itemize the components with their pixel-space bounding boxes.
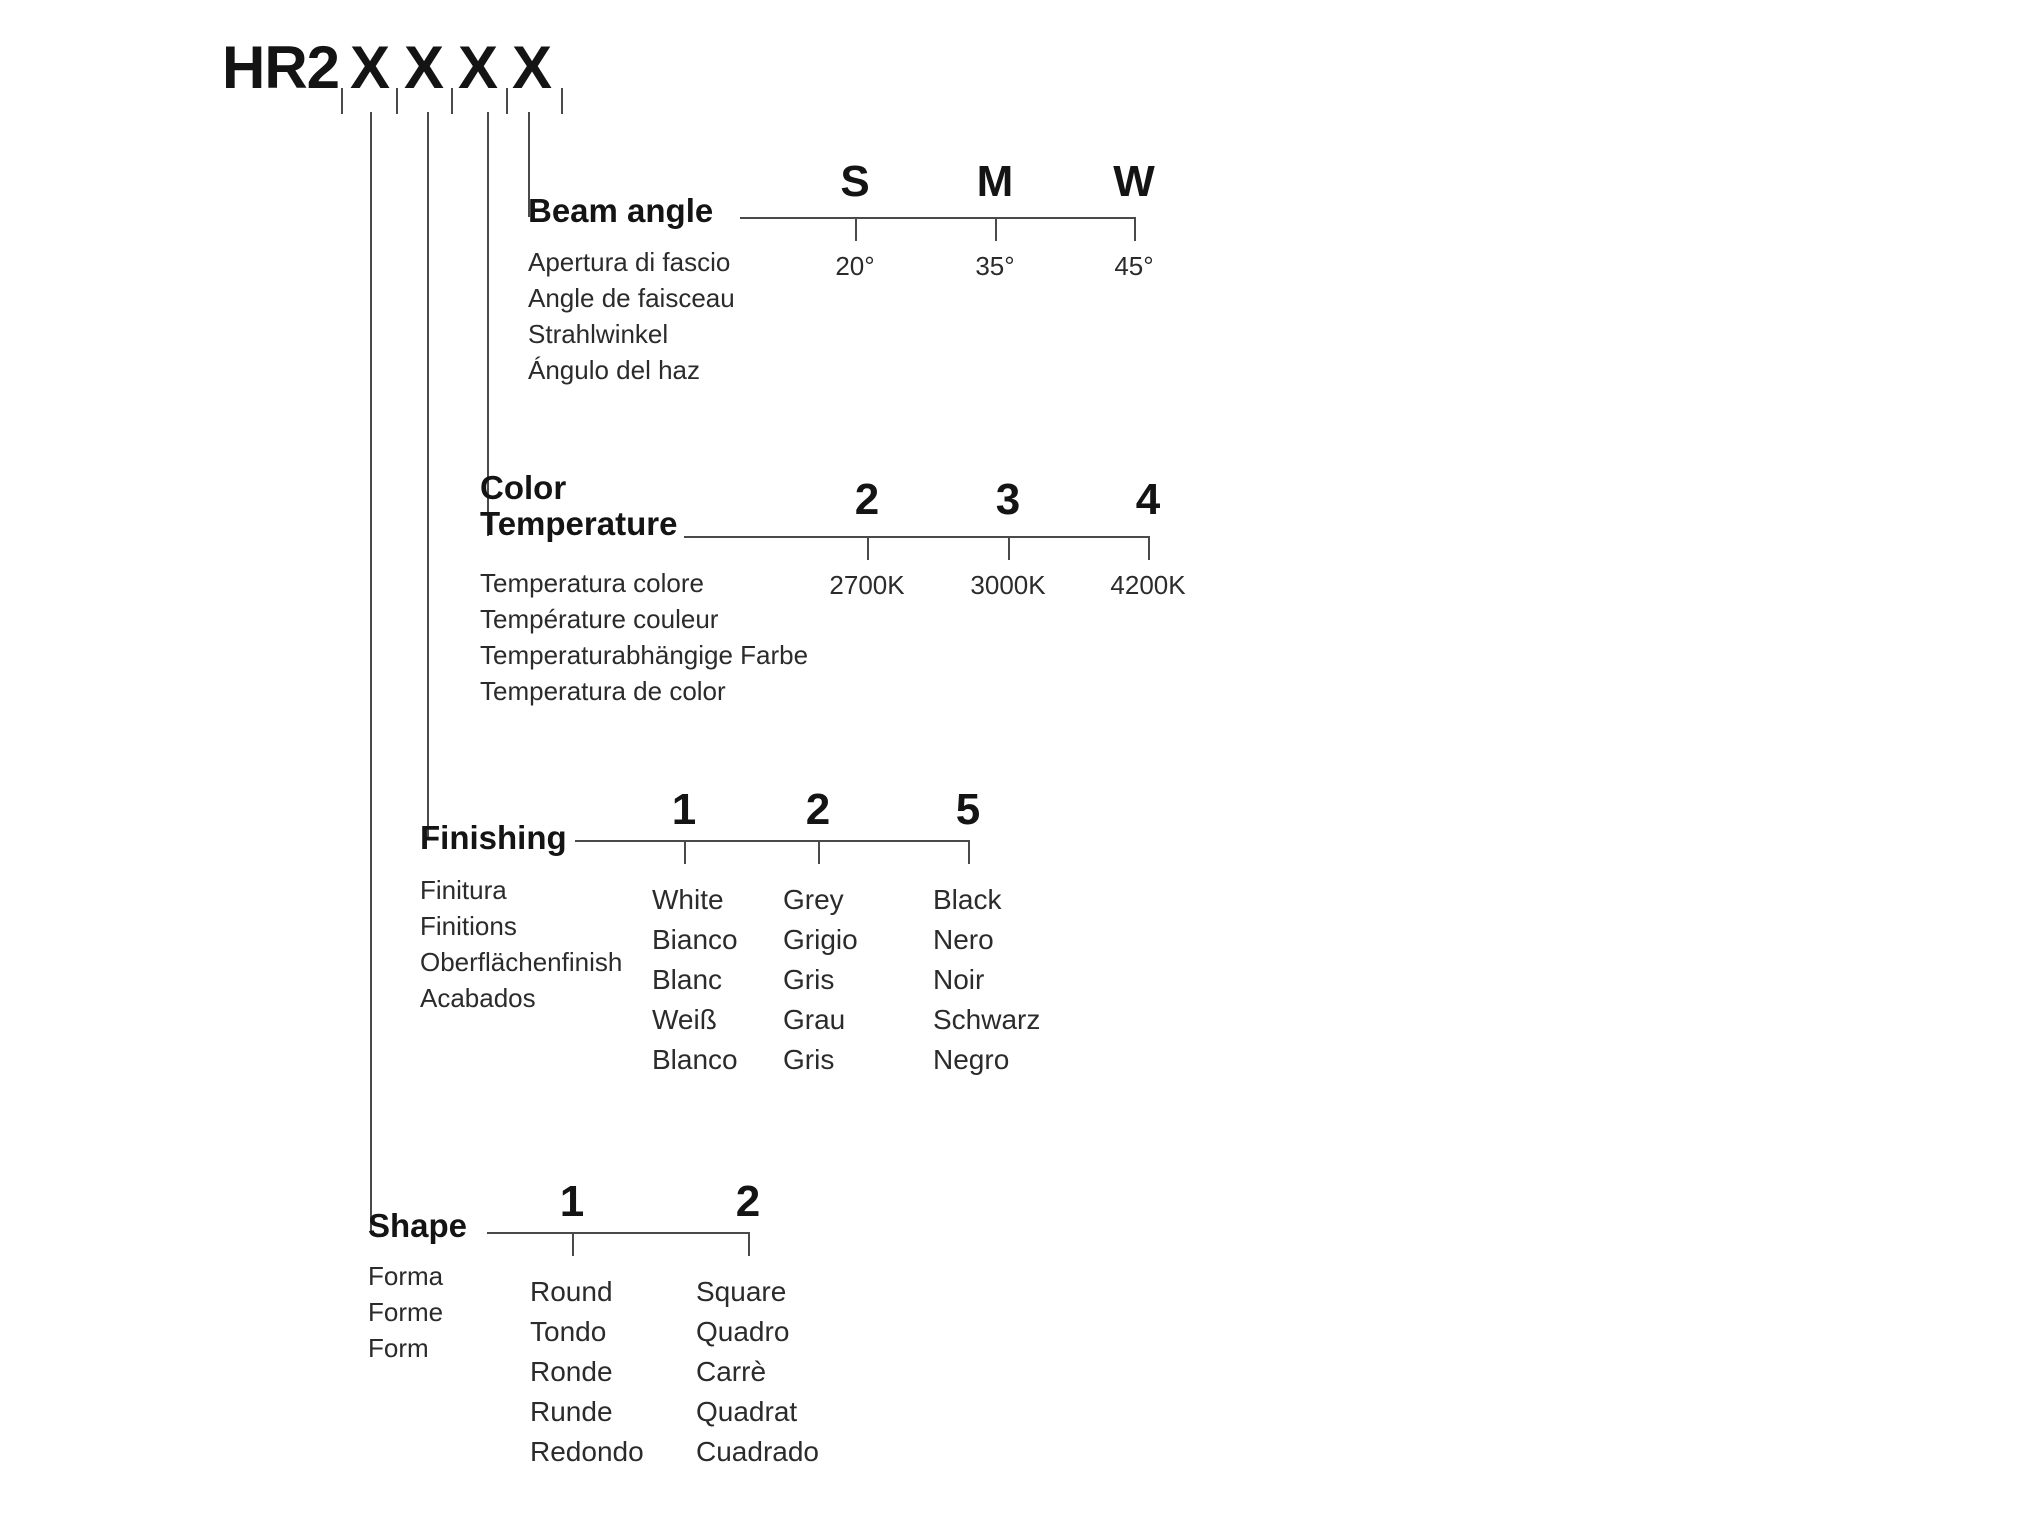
- shape-option-code-2: 2: [735, 1177, 761, 1226]
- color-temperature-translation-de: Temperaturabhängige Farbe: [480, 640, 809, 670]
- tick-beam-angle-1: [855, 217, 857, 241]
- finishing-translation-es: Acabados: [420, 983, 536, 1013]
- color-temperature-option-value-3: 4200K: [1110, 570, 1186, 600]
- code-separator-3: [451, 88, 453, 114]
- beam-angle-translation-fr: Angle de faisceau: [528, 283, 735, 313]
- shape-1-name-en: Round: [530, 1276, 613, 1307]
- tick-finishing-1: [684, 840, 686, 864]
- shape-2-name-es: Cuadrado: [696, 1436, 819, 1467]
- shape-translation-it: Forma: [368, 1261, 444, 1291]
- finishing-translation-de: Oberflächenfinish: [420, 947, 623, 977]
- beam-angle-option-code-3: W: [1113, 157, 1155, 206]
- shape-1-name-it: Tondo: [530, 1316, 607, 1347]
- shape-1-name-de: Runde: [530, 1396, 613, 1427]
- shape-option-names-2: [696, 1272, 819, 1472]
- finishing-2-name-fr: Gris: [783, 964, 835, 995]
- shape-2-name-fr: Carrè: [696, 1356, 767, 1387]
- shape-2-name-de: Quadrat: [696, 1396, 798, 1427]
- finishing-1-name-es: Blanco: [652, 1044, 738, 1075]
- code-separator-4: [506, 88, 508, 114]
- tick-beam-angle-3: [1134, 217, 1136, 241]
- color-temperature-title-line2: Temperature: [480, 505, 678, 542]
- finishing-2-name-en: Grey: [783, 884, 844, 915]
- finishing-option-code-2: 2: [805, 785, 831, 834]
- tick-color-temperature-1: [867, 536, 869, 560]
- finishing-1-name-fr: Blanc: [652, 964, 723, 995]
- color-temperature-title-line1: Color: [480, 469, 567, 506]
- beam-angle-option-value-3: 45°: [1114, 251, 1154, 281]
- shape-2-name-en: Square: [696, 1276, 787, 1307]
- finishing-translation-fr: Finitions: [420, 911, 517, 941]
- section-translations-finishing: [420, 872, 622, 1016]
- finishing-1-name-it: Bianco: [652, 924, 738, 955]
- section-title-color-temperature: [480, 470, 677, 542]
- code-separator-2: [396, 88, 398, 114]
- section-title-finishing: Finishing: [420, 819, 567, 856]
- finishing-2-name-it: Grigio: [783, 924, 858, 955]
- section-translations-shape: [368, 1258, 443, 1366]
- shape-translation-de: Form: [368, 1333, 429, 1363]
- shape-1-name-es: Redondo: [530, 1436, 644, 1467]
- color-temperature-option-code-2: 3: [995, 475, 1021, 524]
- code-placeholder-4: X: [512, 34, 553, 101]
- code-placeholder-2: X: [404, 34, 445, 101]
- finishing-option-code-1: 1: [671, 785, 697, 834]
- finishing-1-name-de: Weiß: [652, 1004, 717, 1035]
- finishing-2-name-es: Gris: [783, 1044, 835, 1075]
- beam-angle-translation-de: Strahlwinkel: [528, 319, 669, 349]
- section-translations-color-temperature: [480, 565, 808, 709]
- code-separator-5: [561, 88, 563, 114]
- beam-angle-option-value-1: 20°: [835, 251, 875, 281]
- leader-line-shape: [370, 112, 372, 1232]
- tick-color-temperature-3: [1148, 536, 1150, 560]
- section-title-beam-angle: Beam angle: [528, 192, 714, 229]
- finishing-translation-it: Finitura: [420, 875, 507, 905]
- finishing-5-name-it: Nero: [933, 924, 994, 955]
- code-placeholder-3: X: [458, 34, 499, 101]
- beam-angle-option-code-2: M: [976, 157, 1014, 206]
- finishing-5-name-en: Black: [933, 884, 1002, 915]
- section-translations-beam-angle: [528, 244, 735, 388]
- shape-translation-fr: Forme: [368, 1297, 444, 1327]
- finishing-5-name-es: Negro: [933, 1044, 1010, 1075]
- finishing-option-names-3: [933, 880, 1040, 1080]
- tick-beam-angle-2: [995, 217, 997, 241]
- tick-color-temperature-2: [1008, 536, 1010, 560]
- code-separator-1: [341, 88, 343, 114]
- finishing-option-names-1: [652, 880, 738, 1080]
- code-placeholder-1: X: [350, 34, 391, 101]
- shape-2-name-it: Quadro: [696, 1316, 790, 1347]
- beam-angle-option-value-2: 35°: [975, 251, 1015, 281]
- color-temperature-option-code-3: 4: [1135, 475, 1161, 524]
- section-title-shape: Shape: [368, 1207, 468, 1244]
- color-temperature-translation-es: Temperatura de color: [480, 676, 726, 706]
- connector-finishing: [575, 840, 970, 842]
- finishing-5-name-fr: Noir: [933, 964, 985, 995]
- color-temperature-translation-it: Temperatura colore: [480, 568, 704, 598]
- color-temperature-option-code-1: 2: [854, 475, 880, 524]
- color-temperature-option-value-2: 3000K: [970, 570, 1046, 600]
- finishing-1-name-en: White: [652, 884, 724, 915]
- tick-finishing-3: [968, 840, 970, 864]
- shape-1-name-fr: Ronde: [530, 1356, 613, 1387]
- code-prefix: HR2: [222, 34, 340, 101]
- beam-angle-translation-it: Apertura di fascio: [528, 247, 731, 277]
- connector-color-temperature: [684, 536, 1149, 538]
- finishing-option-names-2: [783, 880, 858, 1080]
- color-temperature-option-value-1: 2700K: [829, 570, 905, 600]
- beam-angle-translation-es: Ángulo del haz: [528, 355, 701, 385]
- beam-angle-option-code-1: S: [840, 157, 870, 206]
- finishing-option-code-3: 5: [955, 785, 981, 834]
- finishing-5-name-de: Schwarz: [933, 1004, 1041, 1035]
- tick-shape-2: [748, 1232, 750, 1256]
- connector-shape: [487, 1232, 749, 1234]
- shape-option-names-1: [530, 1272, 644, 1472]
- finishing-2-name-de: Grau: [783, 1004, 846, 1035]
- connector-beam-angle: [740, 217, 1135, 219]
- tick-shape-1: [572, 1232, 574, 1256]
- tick-finishing-2: [818, 840, 820, 864]
- shape-option-code-1: 1: [559, 1177, 585, 1226]
- leader-line-finishing: [427, 112, 429, 840]
- color-temperature-translation-fr: Température couleur: [480, 604, 719, 634]
